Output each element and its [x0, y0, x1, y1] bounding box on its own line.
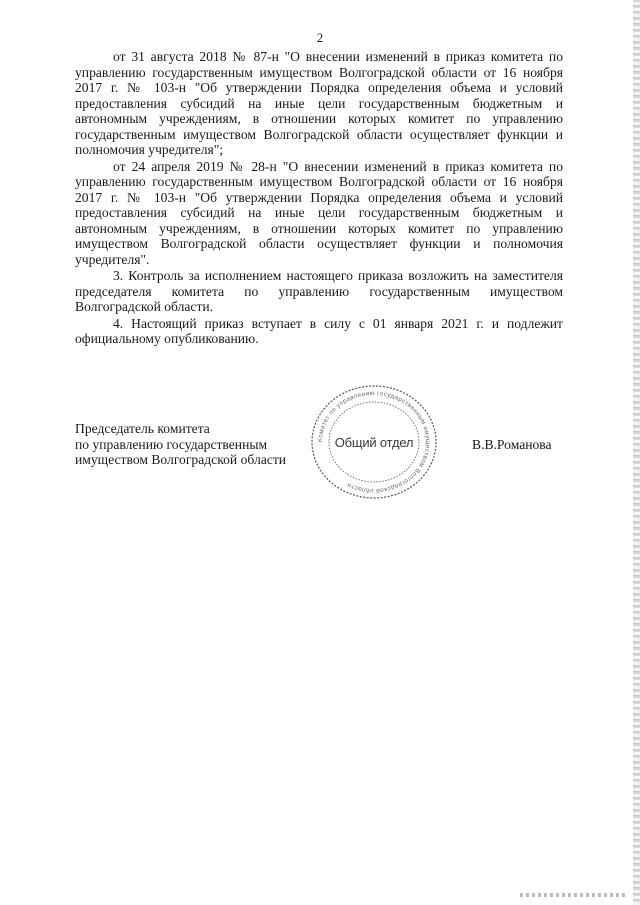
- document-body: [75, 49, 563, 347]
- signatory-name: В.В.Романова: [472, 437, 552, 452]
- paragraph-order-28n: от 24 апреля 2019 № 28-н "О внесении изменений в приказ комитета по управлению государственным имуществом Волгоградской области от 16 ноября 2017 г. № 103-н "Об утверждении Порядка определения объема и условий предоставления субсидий на иные цели государственным бюджетным и автономным учреждениям, в отношении которых комитет по управлению имуществом Волгоградской области осуществляет функции и полномочия учредителя".: [75, 158, 563, 267]
- signatory-position-line: по управлению государственным: [75, 436, 268, 452]
- signatory-position: [75, 421, 335, 468]
- paragraph-effective-date: 4. Настоящий приказ вступает в силу с 01 января 2021 г. и подлежит официальному опубликованию.: [75, 315, 563, 346]
- scan-edge: [633, 0, 640, 905]
- stamp-label: Общий отдел: [334, 435, 414, 450]
- signatory-position-line: имуществом Волгоградской области: [75, 452, 287, 467]
- stamp-ring-text: Комитет по управлению государственным имуществом Волгоградской области: [316, 389, 432, 495]
- page-number: 2: [316, 30, 324, 45]
- scan-artifact: [520, 893, 625, 897]
- stamp-seal: [308, 383, 440, 501]
- signatory-position-line: Председатель комитета: [75, 421, 210, 436]
- paragraph-control: 3. Контроль за исполнением настоящего приказа возложить на заместителя председателя комитета по управлению государственным имуществом Волгоградской области.: [75, 268, 563, 314]
- paragraph-order-87n: от 31 августа 2018 № 87-н "О внесении изменений в приказ комитета по управлению государственным имуществом Волгоградской области от 16 ноября 2017 г. № 103-н "Об утверждении Порядка определения объема и условий предоставления субсидий на иные цели государственным бюджетным и автономным учреждениям, в отношении которых комитет по управлению государственным имуществом Волгоградской области осуществляет функции и полномочия учредителя";: [75, 49, 563, 157]
